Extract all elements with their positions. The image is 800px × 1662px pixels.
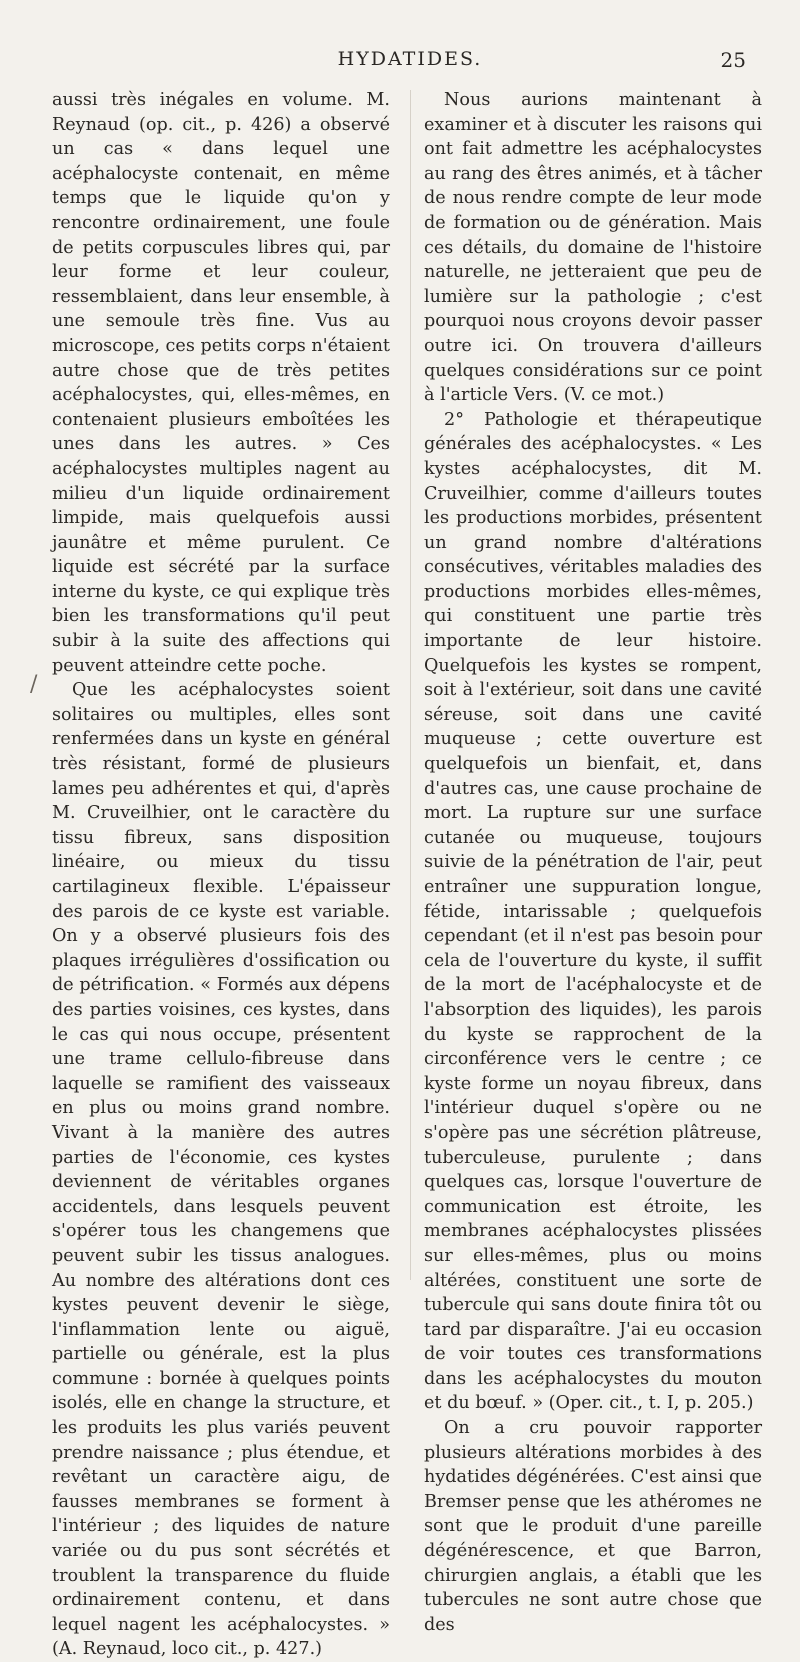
column-divider <box>410 90 411 1280</box>
margin-mark: / <box>30 672 38 697</box>
paragraph: On a cru pouvoir rapporter plusieurs altérations morbides à des hydatides dégénérées. C'est ainsi que Bremser pense que les athéromes ne sont que le produit d'une pareille dégénérescence, et que Barron, chirurgien anglais, a établi que les tubercules ne sont autre chose que des <box>424 1418 762 1635</box>
running-head: HYDATIDES. <box>337 48 483 70</box>
paragraph: aussi très inégales en volume. M. Reynaud (op. cit., p. 426) a observé un cas « dans lequel une acéphalocyste contenait, en même temps que le liquide qu'on y rencontre ordinairement, une foule de petits corpuscules libres qui, par leur forme et leur couleur, ressemblaient, dans leur ensemble, à une semoule très fine. Vus au microscope, ces petits corps n'étaient autre chose que de très petites acéphalocystes, qui, elles-mêmes, en contenaient plusieurs emboîtées les unes dans les autres. » Ces acéphalocystes multiples nagent au milieu d'un liquide ordinairement limpide, mais quelquefois aussi jaunâtre et même purulent. Ce liquide est sécrété par la surface interne du kyste, ce qui explique très bien les transformations qu'il peut subir à la suite des affections qui peuvent atteindre cette poche. <box>52 90 390 676</box>
right-column <box>424 88 762 1637</box>
page-header <box>0 48 800 78</box>
left-column <box>52 88 390 1662</box>
page-number: 25 <box>720 48 746 72</box>
paragraph: 2° Pathologie et thérapeutique générales des acéphalocystes. « Les kystes acéphalocystes, dit M. Cruveilhier, comme d'ailleurs toutes les productions morbides, présentent un grand nombre d'altérations consécutives, véritables maladies des productions morbides elles-mêmes, qui constituent une partie très importante de leur histoire. Quelquefois les kystes se rompent, soit à l'extérieur, soit dans une cavité séreuse, soit dans une cavité muqueuse ; cette ouverture est quelquefois un bienfait, et, dans d'autres cas, une cause prochaine de mort. La rupture sur une surface cutanée ou muqueuse, toujours suivie de la pénétration de l'air, peut entraîner une suppuration longue, fétide, intarissable ; quelquefois cependant (et il n'est pas besoin pour cela de l'ouverture du kyste, il suffit de la mort de l'acéphalocyste et de l'absorption des liquides), les parois du kyste se rapprochent de la circonférence vers le centre ; ce kyste forme un noyau fibreux, dans l'intérieur duquel s'opère ou ne s'opère pas une sécrétion plâtreuse, tuberculeuse, purulente ; dans quelques cas, lorsque l'ouverture de communication est étroite, les membranes acéphalocystes plissées sur elles-mêmes, plus ou moins altérées, constituent une sorte de tubercule qui sans doute finira tôt ou tard par disparaître. J'ai eu occasion de voir toutes ces transformations dans les acéphalocystes du mouton et du bœuf. » (Oper. cit., t. I, p. 205.) <box>424 409 762 1414</box>
paragraph: Nous aurions maintenant à examiner et à discuter les raisons qui ont fait admettre les acéphalocystes au rang des êtres animés, et à tâcher de nous rendre compte de leur mode de formation ou de génération. Mais ces détails, du domaine de l'histoire naturelle, ne jetteraient que peu de lumière sur la pathologie ; c'est pourquoi nous croyons devoir passer outre ici. On trouvera d'ailleurs quelques considérations sur ce point à l'article Vers. (V. ce mot.) <box>424 90 762 406</box>
paragraph: Que les acéphalocystes soient solitaires ou multiples, elles sont renfermées dans un kyste en général très résistant, formé de plusieurs lames peu adhérentes et qui, d'après M. Cruveilhier, ont le caractère du tissu fibreux, sans disposition linéaire, ou mieux du tissu cartilagineux flexible. L'épaisseur des parois de ce kyste est variable. On y a observé plusieurs fois des plaques irrégulières d'ossification ou de pétrification. « Formés aux dépens des parties voisines, ces kystes, dans le cas qui nous occupe, présentent une trame cellulo-fibreuse dans laquelle se ramifient des vaisseaux en plus ou moins grand nombre. Vivant à la manière des autres parties de l'économie, ces kystes deviennent de véritables organes accidentels, dans lesquels peuvent s'opérer tous les changemens que peuvent subir les tissus analogues. Au nombre des altérations dont ces kystes peuvent devenir le siège, l'inflammation lente ou aiguë, partielle ou générale, est la plus commune : bornée à quelques points isolés, elle en change la structure, et les produits les plus variés peuvent prendre naissance ; plus étendue, et revêtant un caractère aigu, de fausses membranes se forment à l'intérieur ; des liquides de nature variée ou du pus sont sécrétés et troublent la transparence du fluide ordinairement contenu, et dans lequel nagent les acéphalocystes. » (A. Reynaud, loco cit., p. 427.) <box>52 680 390 1660</box>
